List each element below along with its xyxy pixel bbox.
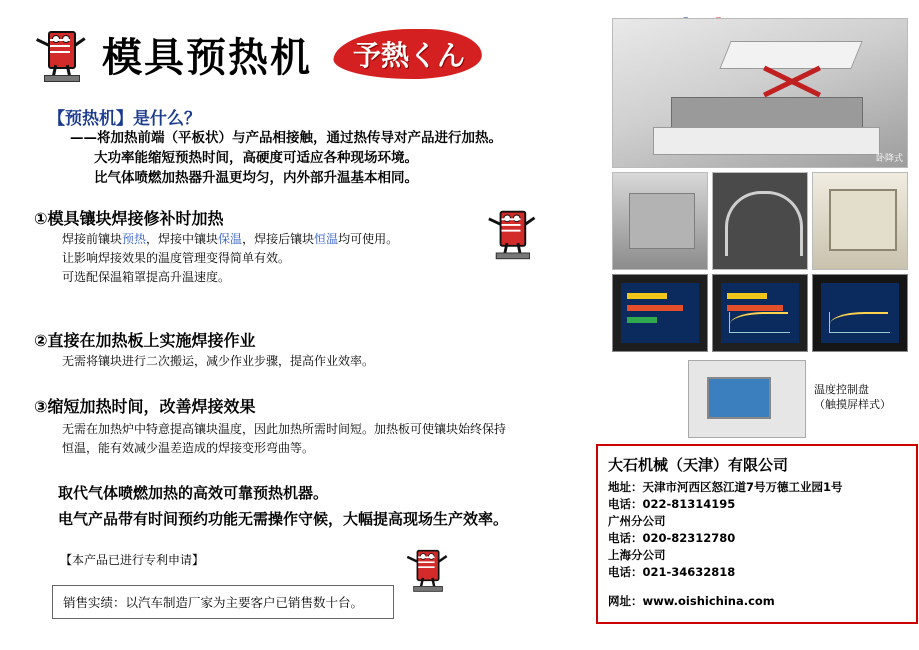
point-1-line-1: 焊接前镶块预热，焊接中镶块保温，焊接后镶块恒温均可使用。 — [62, 232, 399, 246]
point-3-body — [62, 420, 567, 458]
contact-branch-2-name: 上海分公司 — [608, 548, 666, 562]
heater-mascot-icon-mid — [492, 205, 536, 260]
point-1-line-3: 可选配保温箱罩提高升温速度。 — [62, 270, 231, 284]
point-3-heading: ③缩短加热时间，改善焊接效果 — [34, 397, 256, 416]
control-panel-caption — [814, 382, 914, 412]
product-logo — [334, 25, 484, 83]
photo-control-screen-2 — [712, 274, 808, 352]
contact-branch-1-phone: 电话：020-82312780 — [608, 531, 736, 545]
photo-heater-block — [612, 172, 708, 270]
contact-website[interactable]: 网址：www.oishichina.com — [608, 594, 775, 608]
heater-mascot-icon — [40, 25, 86, 83]
lead-line-3: 比气体喷燃加热器升温更均匀，内外部升温基本相同。 — [94, 170, 418, 186]
lead-line-1: ——将加热前端（平板状）与产品相接触，通过热传导对产品进行加热。 — [70, 130, 502, 146]
lead-line-2: 大功率能缩短预热时间，高硬度可适应各种现场环境。 — [94, 150, 418, 166]
contact-company-name: 大石机械（天津）有限公司 — [608, 456, 789, 474]
point-1-heading: ①模具镶块焊接修补时加热 — [34, 209, 224, 228]
photo-insulation-box — [812, 172, 908, 270]
highlight-preheat: 预热 — [122, 232, 147, 246]
point-2-heading: ②直接在加热板上实施焊接作业 — [34, 331, 256, 350]
lead-paragraph — [70, 128, 570, 188]
right-media-column — [600, 0, 919, 650]
control-panel-caption-line-1: 温度控制盘 — [814, 383, 869, 396]
page-title: 模具预热机 — [102, 34, 312, 81]
patent-note: 【本产品已进行专利申请】 — [60, 553, 205, 567]
product-logo-text: 予熱くん — [352, 39, 465, 72]
contact-phone-main: 电话：022-81314195 — [608, 497, 736, 511]
point-2-body — [62, 352, 502, 371]
contact-address: 地址：天津市河西区怒江道7号万德工业园1号 — [608, 480, 843, 494]
control-panel-caption-line-2: （触摸屏样式） — [814, 398, 891, 411]
point-1-body — [62, 230, 502, 287]
section-heading: 【预热机】是什么？ — [48, 109, 201, 129]
photo-insulation-hood — [712, 172, 808, 270]
photo-machine-main — [612, 18, 908, 168]
photo-control-screen-3 — [812, 274, 908, 352]
photo-control-screen-1 — [612, 274, 708, 352]
highlight-keepwarm: 保温 — [218, 232, 243, 246]
heater-mascot-icon-small — [410, 545, 448, 593]
contact-branch-2-phone: 电话：021-34632818 — [608, 565, 736, 579]
title-row — [40, 18, 585, 90]
point-3-line-2: 恒温，能有效减少温差造成的焊接变形弯曲等。 — [62, 441, 315, 455]
point-1-line-2: 让影响焊接效果的温度管理变得简单有效。 — [62, 251, 291, 265]
contact-branch-1-name: 广州分公司 — [608, 514, 666, 528]
sales-record-box — [52, 585, 394, 619]
point-2-line-1: 无需将镶块进行二次搬运，减少作业步骤，提高作业效率。 — [62, 354, 375, 368]
conclusion-line-2: 电气产品带有时间预约功能无需操作守候，大幅提高现场生产效率。 — [58, 510, 509, 528]
point-3-line-1: 无需在加热炉中特意提高镶块温度，因此加热所需时间短。加热板可使镶块始终保持 — [62, 422, 507, 436]
photo-control-panel — [688, 360, 806, 438]
sales-record-text: 销售实绩：以汽车制造厂家为主要客户已销售数十台。 — [63, 595, 364, 610]
highlight-constant: 恒温 — [314, 232, 339, 246]
contact-box — [596, 444, 918, 624]
conclusion-line-1: 取代气体喷燃加热的高效可靠预热机器。 — [58, 484, 329, 502]
photo-machine-caption: 卧降式 — [875, 154, 903, 164]
